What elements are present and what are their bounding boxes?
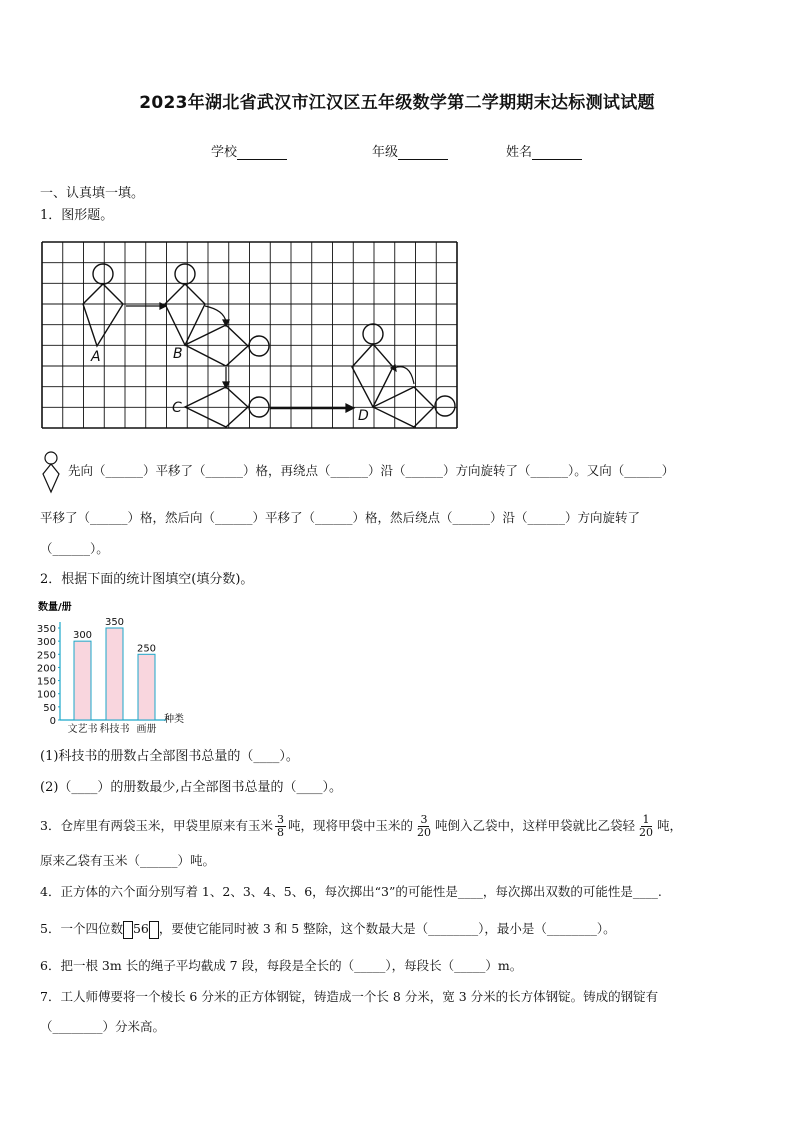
school-field — [211, 141, 287, 160]
chart-bar — [74, 641, 91, 720]
fraction-3-20: $\frac{3}{20}$ — [416, 813, 431, 839]
shape-b-circle — [175, 264, 195, 284]
label-d: D — [358, 408, 369, 424]
chart-ytick-label: 200 — [36, 663, 56, 675]
q2-sub1: (1)科技书的册数占全部图书总量的（____）。 — [40, 749, 299, 764]
chart-ytick-label: 0 — [49, 716, 56, 727]
chart-bars — [73, 617, 156, 720]
chart-category-label: 画册 — [136, 724, 157, 735]
q5-text — [40, 920, 616, 939]
q7-line2: （________）分米高。 — [40, 1019, 166, 1034]
q3-line2: 原来乙袋有玉米（______）吨。 — [40, 853, 216, 868]
shape-rotated-circle — [249, 336, 269, 356]
label-b: B — [173, 346, 183, 362]
q1-title: 1．图形题。 — [40, 208, 114, 223]
shape-a-kite — [83, 284, 123, 346]
q2-title: 2．根据下面的统计图填空(填分数)。 — [40, 572, 254, 587]
chart-data-label: 300 — [72, 630, 93, 642]
grid-labels — [90, 346, 369, 424]
q5-prefix: 5．一个四位数 — [40, 921, 123, 936]
q3-text-b: 吨，现将甲袋中玉米的 — [287, 818, 413, 833]
q2-sub2: (2)（____）的册数最少,占全部图书总量的（____）。 — [40, 780, 343, 795]
q3-line1 — [40, 814, 682, 839]
grade-label: 年级 — [372, 145, 399, 160]
q1-line1: 先向（______）平移了（______）格，再绕点（______）沿（______）方向旋转了（______）。又向（______） — [68, 463, 675, 478]
chart-ylabel: 数量/册 — [38, 602, 72, 613]
name-label: 姓名 — [506, 145, 533, 160]
q4-text: 4．正方体的六个面分别写着 1、2、3、4、5、6，每次掷出“3”的可能性是____，每次掷出双数的可能性是____. — [40, 884, 662, 899]
page-title: 2023年湖北省武汉市江汉区五年级数学第二学期期末达标测试试题 — [139, 93, 655, 113]
q1-line3: （______）。 — [40, 541, 109, 556]
shape-d-rotated-circle — [435, 396, 455, 416]
shape-b-kite — [165, 284, 205, 345]
chart-xlabel: 种类 — [164, 714, 184, 725]
shape-d-circle — [363, 324, 383, 344]
chart-ytick-label: 50 — [43, 702, 56, 714]
q5-digits: 56 — [132, 921, 149, 936]
q3-text-c: 吨倒入乙袋中，这样甲袋就比乙袋轻 — [434, 818, 635, 833]
school-blank[interactable] — [237, 145, 287, 160]
chart-bar — [106, 628, 123, 720]
chart-data-label: 350 — [104, 617, 125, 628]
shape-a-circle — [93, 264, 113, 284]
chart-data-label: 250 — [136, 643, 157, 655]
bar-chart — [36, 598, 196, 738]
chart-ytick-label: 350 — [36, 624, 56, 635]
q6-text: 6．把一根 3m 长的绳子平均截成 7 段，每段是全长的（_____），每段长（_____）m。 — [40, 958, 523, 973]
chart-category-label: 文艺书 — [67, 724, 98, 735]
grade-field — [372, 141, 448, 160]
chart-ytick-label: 300 — [36, 637, 56, 649]
q3-text-a: 3．仓库里有两袋玉米，甲袋里原来有玉米 — [40, 818, 273, 833]
kite-shape-icon — [40, 450, 62, 496]
chart-ytick-label: 250 — [36, 650, 56, 662]
chart-category-label: 科技书 — [99, 724, 130, 735]
chart-ytick-label: 100 — [36, 689, 56, 701]
name-field — [506, 141, 582, 160]
grade-blank[interactable] — [398, 145, 448, 160]
name-blank[interactable] — [532, 145, 582, 160]
section-heading: 一、认真填一填。 — [40, 186, 145, 201]
q5-suffix: ，要使它能同时被 3 和 5 整除，这个数最大是（________），最小是（________）。 — [158, 921, 616, 936]
chart-yticks — [37, 624, 60, 727]
chart-ytick-label: 150 — [36, 676, 56, 688]
chart-xlabels — [68, 722, 157, 735]
shape-d-kite — [352, 344, 393, 407]
chart-bar — [138, 654, 155, 720]
label-a: A — [91, 349, 101, 365]
q7-line1: 7．工人师傅要将一个棱长 6 分米的正方体钢锭，铸造成一个长 8 分米，宽 3 分米的长方体钢锭。铸成的钢锭有 — [40, 989, 659, 1004]
q3-text-d: 吨， — [657, 818, 683, 833]
digit-box-left[interactable] — [123, 921, 133, 939]
arrow-rotate-2 — [394, 367, 414, 384]
q1-grid-figure — [40, 240, 458, 430]
label-c: C — [172, 400, 182, 416]
fraction-3-8: $\frac{3}{8}$ — [276, 813, 284, 839]
school-label: 学校 — [211, 145, 238, 160]
digit-box-right[interactable] — [149, 921, 159, 939]
q1-line2: 平移了（______）格，然后向（______）平移了（______）格，然后绕点（______）沿（______）方向旋转了 — [40, 510, 641, 525]
fraction-1-20: $\frac{1}{20}$ — [639, 813, 653, 839]
